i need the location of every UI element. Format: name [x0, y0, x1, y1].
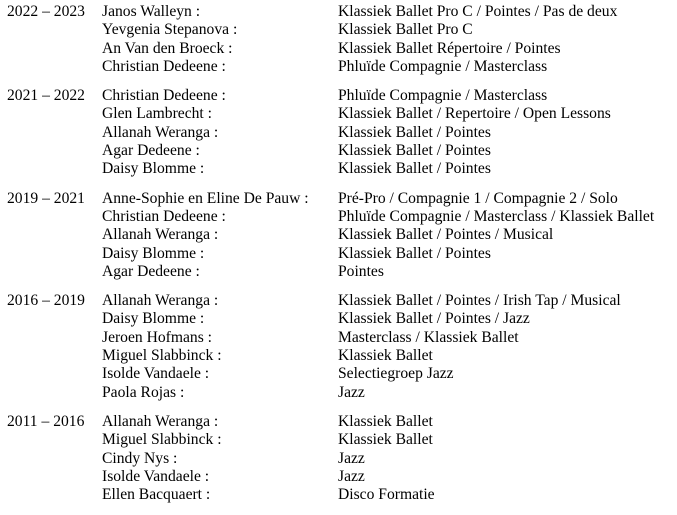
teacher-row — [7, 431, 673, 449]
teacher-name: Glen Lambrecht : — [102, 105, 212, 123]
class-list: Klassiek Ballet — [338, 431, 433, 449]
teacher-row — [7, 245, 673, 263]
class-list: Jazz — [338, 467, 365, 485]
teacher-name: Jeroen Hofmans : — [102, 328, 212, 346]
class-list: Pointes — [338, 262, 384, 280]
teacher-row — [7, 450, 673, 468]
teacher-name: Miguel Slabbinck : — [102, 431, 222, 449]
class-list: Klassiek Ballet Pro C / Pointes / Pas de deux — [338, 3, 618, 20]
period-block — [7, 190, 673, 281]
teacher-name: Christian Dedeene : — [102, 87, 226, 105]
period-years: 2021 – 2022 — [7, 87, 85, 105]
class-list: Jazz — [338, 449, 365, 467]
teacher-name: Isolde Vandaele : — [102, 467, 210, 485]
teacher-row — [7, 468, 673, 486]
teacher-row — [7, 329, 673, 347]
period-years: 2022 – 2023 — [7, 3, 85, 20]
class-list: Klassiek Ballet Pro C — [338, 21, 473, 39]
period-years: 2019 – 2021 — [7, 189, 85, 207]
period-block — [7, 3, 673, 76]
teacher-row — [7, 413, 673, 431]
class-list: Klassiek Ballet / Pointes / Irish Tap / Musical — [338, 292, 621, 310]
teacher-row — [7, 40, 673, 58]
teacher-row — [7, 190, 673, 208]
teacher-name: Christian Dedeene : — [102, 207, 226, 225]
teacher-row — [7, 3, 673, 21]
teacher-row — [7, 226, 673, 244]
teacher-name: Agar Dedeene : — [102, 262, 200, 280]
teacher-name: Christian Dedeene : — [102, 57, 226, 75]
teacher-row — [7, 310, 673, 328]
teacher-name: Cindy Nys : — [102, 449, 178, 467]
teacher-row — [7, 160, 673, 178]
teacher-name: Anne-Sophie en Eline De Pauw : — [102, 189, 309, 207]
teacher-name: Ellen Bacquaert : — [102, 486, 211, 504]
class-list: Disco Formatie — [338, 486, 435, 504]
class-list: Klassiek Ballet Répertoire / Pointes — [338, 39, 561, 57]
period-years: 2016 – 2019 — [7, 292, 85, 310]
teacher-row — [7, 124, 673, 142]
class-list: Pré-Pro / Compagnie 1 / Compagnie 2 / Solo — [338, 189, 618, 207]
teacher-name: Janos Walleyn : — [102, 3, 201, 20]
teacher-name: An Van den Broeck : — [102, 39, 233, 57]
class-list: Klassiek Ballet / Pointes — [338, 123, 491, 141]
teacher-row — [7, 105, 673, 123]
teacher-name: Daisy Blomme : — [102, 244, 205, 262]
class-list: Selectiegroep Jazz — [338, 365, 454, 383]
teacher-name: Allanah Weranga : — [102, 123, 219, 141]
teacher-name: Allanah Weranga : — [102, 412, 219, 430]
teacher-row — [7, 384, 673, 402]
class-list: Klassiek Ballet — [338, 412, 433, 430]
teacher-row — [7, 208, 673, 226]
class-list: Klassiek Ballet / Pointes / Jazz — [338, 310, 530, 328]
teacher-row — [7, 21, 673, 39]
teacher-name: Isolde Vandaele : — [102, 365, 210, 383]
teacher-row — [7, 87, 673, 105]
teacher-history-document — [7, 3, 673, 515]
class-list: Klassiek Ballet / Pointes — [338, 160, 491, 178]
teacher-row — [7, 347, 673, 365]
period-block — [7, 292, 673, 402]
teacher-name: Allanah Weranga : — [102, 226, 219, 244]
teacher-row — [7, 263, 673, 281]
teacher-name: Agar Dedeene : — [102, 142, 200, 160]
class-list: Klassiek Ballet / Repertoire / Open Lessons — [338, 105, 611, 123]
class-list: Jazz — [338, 383, 365, 401]
teacher-row — [7, 58, 673, 76]
teacher-name: Allanah Weranga : — [102, 292, 219, 310]
class-list: Klassiek Ballet / Pointes — [338, 244, 491, 262]
teacher-name: Yevgenia Stepanova : — [102, 21, 238, 39]
class-list: Masterclass / Klassiek Ballet — [338, 328, 519, 346]
teacher-row — [7, 486, 673, 504]
teacher-row — [7, 365, 673, 383]
class-list: Klassiek Ballet / Pointes / Musical — [338, 226, 554, 244]
class-list: Klassiek Ballet — [338, 347, 433, 365]
teacher-name: Daisy Blomme : — [102, 160, 205, 178]
teacher-name: Miguel Slabbinck : — [102, 347, 222, 365]
class-list: Klassiek Ballet / Pointes — [338, 142, 491, 160]
period-years: 2011 – 2016 — [7, 412, 85, 430]
class-list: Phluïde Compagnie / Masterclass — [338, 87, 548, 105]
teacher-name: Daisy Blomme : — [102, 310, 205, 328]
class-list: Phluïde Compagnie / Masterclass — [338, 57, 548, 75]
period-block — [7, 87, 673, 178]
class-list: Phluïde Compagnie / Masterclass / Klassiek Ballet — [338, 207, 655, 225]
period-block — [7, 413, 673, 504]
teacher-row — [7, 292, 673, 310]
teacher-row — [7, 142, 673, 160]
teacher-name: Paola Rojas : — [102, 383, 185, 401]
